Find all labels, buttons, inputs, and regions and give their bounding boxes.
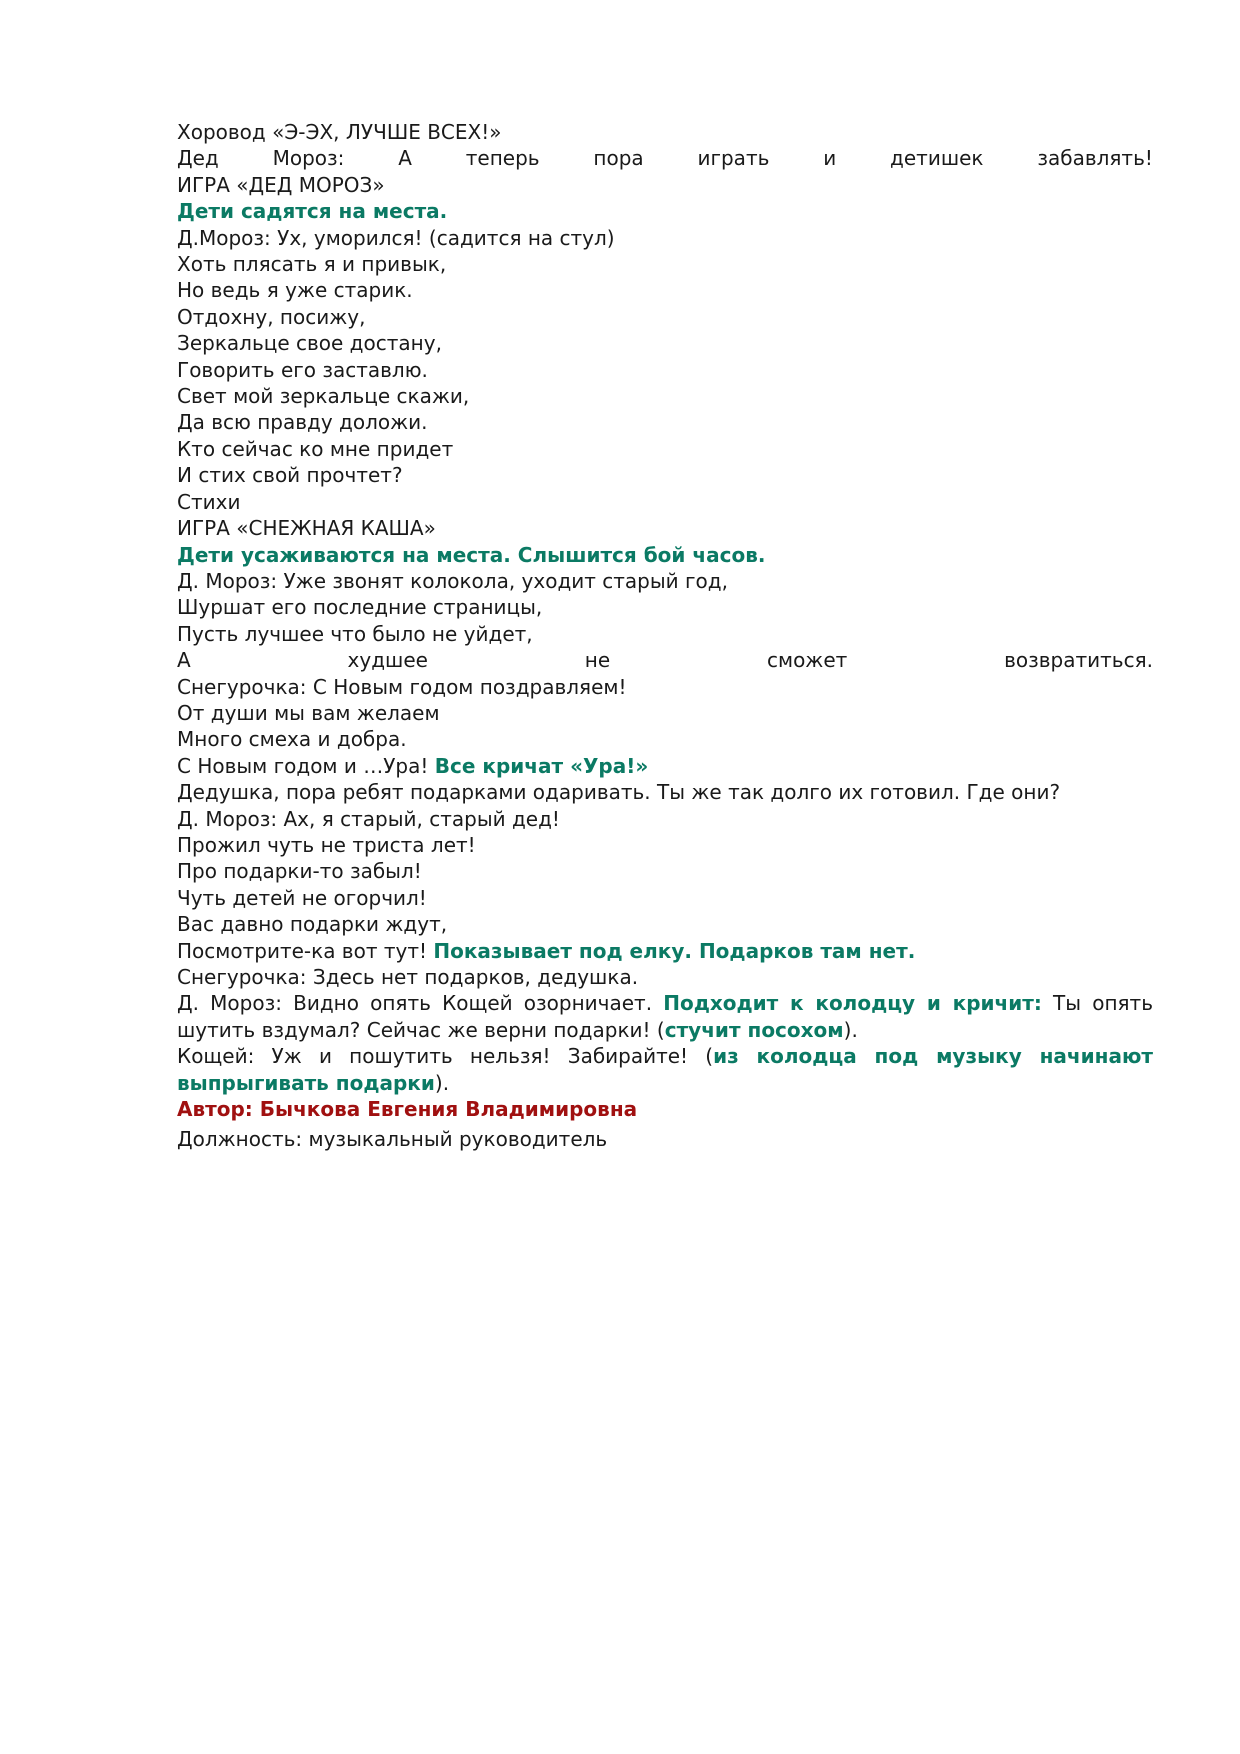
line-grandpa-gifts: Дедушка, пора ребят подарками одаривать. Ты же так долго их готовил. Где они? xyxy=(177,780,1061,805)
plain-text: Ты опять шутить вздумал? Сейчас же верни подарки! ( xyxy=(177,991,1153,1042)
stage-direction-hurray: Все кричат «Ура!» xyxy=(434,753,649,778)
plain-text: С Новым годом и …Ура! xyxy=(177,753,435,778)
verse-line: Д. Мороз: Ах, я старый, старый дед! xyxy=(177,806,560,831)
stage-direction-well: Подходит к колодцу и кричит: xyxy=(663,991,1042,1016)
stage-direction-staff: стучит посохом xyxy=(664,1017,844,1042)
verse-line: Да всю правду доложи. xyxy=(177,410,428,435)
line-game-snow: ИГРА «СНЕЖНАЯ КАША» xyxy=(177,516,436,541)
word: и xyxy=(823,146,837,171)
word: забавлять! xyxy=(1037,146,1153,171)
paragraph-koshchey-reply xyxy=(177,1043,1153,1096)
verse-line: Прожил чуть не триста лет! xyxy=(177,832,476,857)
verse-line: Про подарки-то забыл! xyxy=(177,859,422,884)
verse-line: Но ведь я уже старик. xyxy=(177,278,413,303)
word: Мороз: xyxy=(272,146,345,171)
verse-line: Кто сейчас ко мне придет xyxy=(177,436,454,461)
verse-line: Много смеха и добра. xyxy=(177,727,407,752)
verse-line: Свет мой зеркальце скажи, xyxy=(177,384,470,409)
verse-line: Чуть детей не огорчил! xyxy=(177,885,427,910)
document-page xyxy=(177,119,1153,1153)
paragraph-koshchey-mischief xyxy=(177,990,1153,1043)
word: Дед xyxy=(177,146,219,171)
word: не xyxy=(584,648,611,673)
plain-text: ). xyxy=(843,1017,858,1042)
word: возвратиться. xyxy=(1004,648,1153,673)
verse-line: От души мы вам желаем xyxy=(177,700,440,725)
word: детишек xyxy=(890,146,984,171)
stage-direction-gifts-jump: из колодца под музыку начинают выпрыгивать подарки xyxy=(177,1044,1154,1095)
position-line: Должность: музыкальный руководитель xyxy=(177,1127,608,1152)
plain-text: ). xyxy=(434,1070,450,1095)
verse-line: Шуршат его последние страницы, xyxy=(177,595,543,620)
line-worst-not-return xyxy=(177,647,1153,673)
verse-line: Говорить его заставлю. xyxy=(177,357,428,382)
verse-line: Хоть плясать я и привык, xyxy=(177,252,447,277)
plain-text: Д. Мороз: Видно опять Кощей озорничает. xyxy=(177,991,664,1016)
verse-line: Зеркальце свое достану, xyxy=(177,331,442,356)
verse-line: Вас давно подарки ждут, xyxy=(177,912,448,937)
line-no-gifts: Снегурочка: Здесь нет подарков, дедушка. xyxy=(177,965,639,989)
line-hurray xyxy=(177,753,1153,779)
verse-line: Пусть лучшее что было не уйдет, xyxy=(177,621,533,646)
verse-line: Снегурочка: С Новым годом поздравляем! xyxy=(177,674,627,699)
word: А xyxy=(398,146,412,171)
line-tired: Д.Мороз: Ух, уморился! (садится на стул) xyxy=(177,225,615,250)
word: играть xyxy=(697,146,770,171)
line-poems: Стихи xyxy=(177,489,241,514)
word: худшее xyxy=(347,648,428,673)
verse-line: Отдохну, посижу, xyxy=(177,304,366,329)
line-look-here xyxy=(177,938,1153,964)
word: сможет xyxy=(766,648,848,673)
word: теперь xyxy=(465,146,540,171)
plain-text: Кощей: Уж и пошутить нельзя! Забирайте! ( xyxy=(177,1044,714,1069)
stage-direction-tree: Показывает под елку. Подарков там нет. xyxy=(433,938,916,963)
word: пора xyxy=(593,146,644,171)
line-ded-moroz-play xyxy=(177,145,1153,171)
verse-line: И стих свой прочтет? xyxy=(177,463,403,488)
stage-direction-sit: Дети садятся на места. xyxy=(177,199,448,224)
line-khorovod: Хоровод «Э-ЭХ, ЛУЧШЕ ВСЕХ!» xyxy=(177,120,502,144)
stage-direction-clock: Дети усаживаются на места. Слышится бой часов. xyxy=(177,542,766,567)
author-line: Автор: Бычкова Евгения Владимировна xyxy=(177,1097,638,1122)
plain-text: Посмотрите-ка вот тут! xyxy=(177,938,434,963)
word: А xyxy=(177,648,191,673)
line-game-ded-moroz: ИГРА «ДЕД МОРОЗ» xyxy=(177,172,385,197)
verse-line: Д. Мороз: Уже звонят колокола, уходит старый год, xyxy=(177,568,728,593)
